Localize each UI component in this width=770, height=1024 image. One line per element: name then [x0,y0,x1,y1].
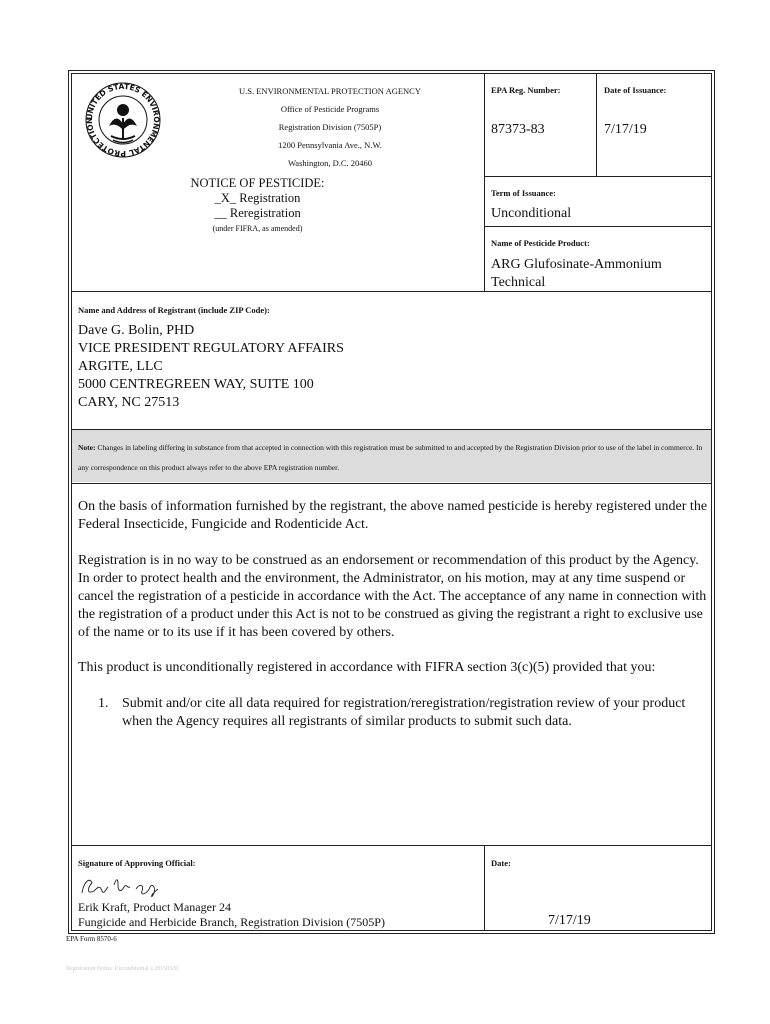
header-divider-v1 [484,73,485,291]
term-label: Term of Issuance: [491,188,556,198]
registrant-line: 5000 CENTREGREEN WAY, SUITE 100 [78,377,314,392]
signature-label: Signature of Approving Official: [78,858,196,868]
notice-of-pesticide-block [170,176,345,236]
note-text-block [78,438,708,478]
reregistration-label: Reregistration [229,206,301,220]
note-label: Note: [78,443,96,452]
form-number: EPA Form 8570-6 [66,935,117,943]
product-name-label: Name of Pesticide Product: [491,238,590,248]
registrant-line: Dave G. Bolin, PHD [78,323,195,338]
header-divider-v2 [596,73,597,177]
signer-name: Erik Kraft, Product Manager 24 [78,900,231,914]
signature-top-line [71,845,712,846]
registration-checkbox-line [170,191,345,206]
header-divider-h1 [484,176,712,177]
agency-line: Registration Division (7505P) [278,122,382,132]
term-value: Unconditional [491,206,572,221]
signer-division: Fungicide and Herbicide Branch, Registration Division (7505P) [78,915,385,929]
fifra-note: (under FIFRA, as amended) [212,224,303,233]
agency-line: Washington, D.C. 20460 [287,158,373,168]
reg-number-value: 87373-83 [491,122,545,137]
note-bottom-line [71,483,712,484]
list-item-text: Submit and/or cite all data required for registration/reregistration/registration review of your product when the Agency requires all registrants of similar products to submit such data. [122,696,686,729]
epa-seal-logo [83,80,163,160]
registrant-line: CARY, NC 27513 [78,395,180,410]
registration-mark: _X_ [214,191,237,205]
reg-number-label: EPA Reg. Number: [491,85,561,95]
body-paragraph-1: On the basis of information furnished by the registrant, the above named pesticide is hereby registered under the Federal Insecticide, Fungicide and Rodenticide Act. [78,499,708,532]
agency-address-block [180,82,480,172]
body-paragraph-3: This product is unconditionally registered in accordance with FIFRA section 3(c)(5) provided that you: [78,660,656,675]
form-version-text: Registration Notice Unconditional v.20150320 [66,966,179,972]
registrant-address [78,322,344,412]
issuance-date-value: 7/17/19 [604,122,647,137]
body-paragraph-2: Registration is in no way to be construed as an endorsement or recommendation of this product by the Agency. In order to protect health and the environment, the Administrator, on his motion, may at any time suspend or cancel the registration of a pesticide in accordance with the Act. The acceptance of any name in connection with the registration of a product under this Act is not to be construed as giving the registrant a right to exclusive use of the name or to its use if it has been covered by others. [78,553,707,640]
note-text: Changes in labeling differing in substance from that accepted in connection with this registration must be submitted to and accepted by the Registration Division prior to use of the label in commerce. In any correspondence on this product always refer to the above EPA registration number. [78,443,703,472]
date-label: Date: [491,858,511,868]
signature-date: 7/17/19 [548,913,591,928]
registrant-line: ARGITE, LLC [78,359,163,374]
agency-line: Office of Pesticide Programs [280,104,380,114]
product-name-value: ARG Glufosinate-Ammonium Technical [491,257,662,290]
svg-text:UNITED STATES ENVIRONMENTAL PR: UNITED STATES ENVIRONMENTAL PROTECTION [84,81,162,159]
condition-list-item [98,695,698,731]
agency-line: 1200 Pennsylvania Ave., N.W. [278,140,382,150]
registration-label: Registration [239,191,301,205]
issuance-date-label: Date of Issuance: [604,85,667,95]
agency-line: U.S. ENVIRONMENTAL PROTECTION AGENCY [239,86,421,96]
reregistration-mark: __ [214,206,227,220]
list-item-number: 1. [98,696,109,711]
handwritten-signature [78,873,168,901]
registrant-label: Name and Address of Registrant (include ZIP Code): [78,305,270,315]
notice-title: NOTICE OF PESTICIDE: [190,176,325,190]
header-divider-h2 [484,226,712,227]
signature-divider [484,845,485,931]
reregistration-checkbox-line [170,206,345,221]
registrant-line: VICE PRESIDENT REGULATORY AFFAIRS [78,341,344,356]
